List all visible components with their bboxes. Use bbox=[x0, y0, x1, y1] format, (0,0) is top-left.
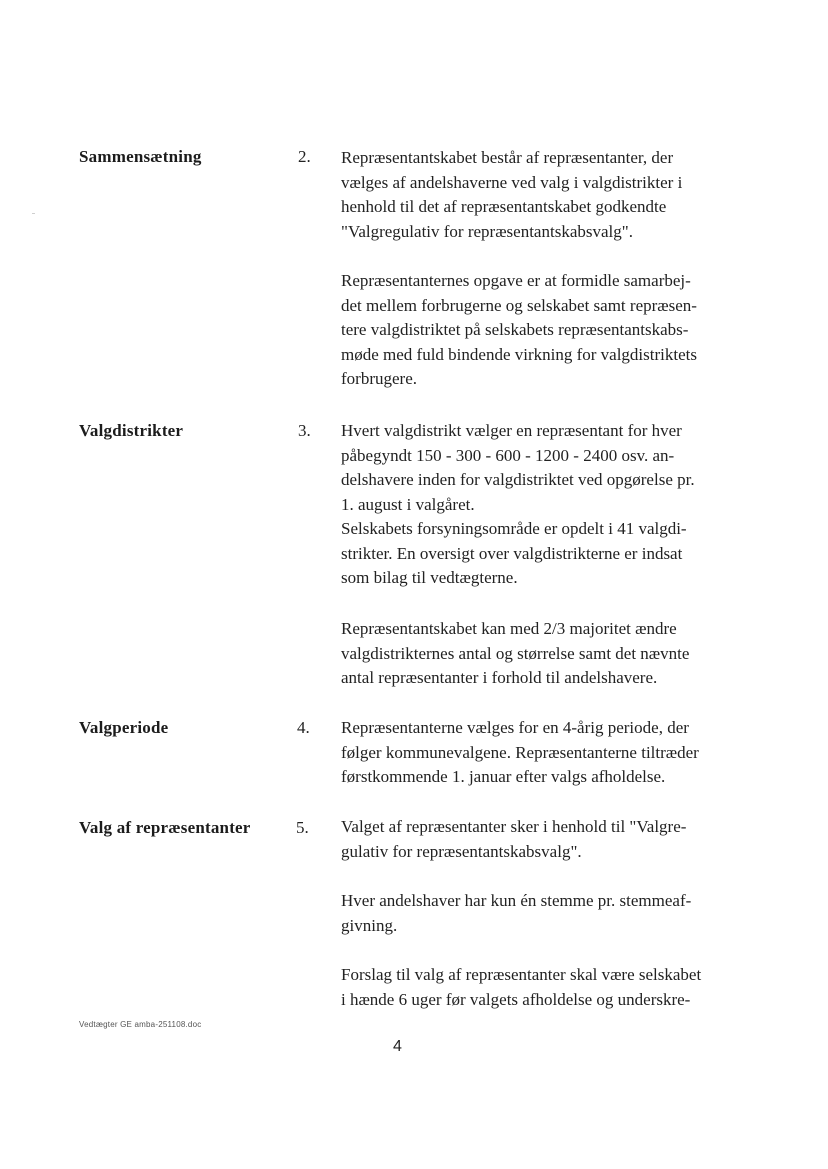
section-number: 3. bbox=[298, 421, 311, 440]
section-paragraph: Forslag til valg af repræsentanter skal være selskabet i hænde 6 uger før valgets afholdelse og underskre- bbox=[341, 965, 702, 1009]
footer-filename: Vedtægter GE amba-251108.doc bbox=[79, 1020, 202, 1029]
section-heading-valgperiode: Valgperiode bbox=[79, 718, 169, 737]
page-number: 4 bbox=[393, 1038, 402, 1055]
section-number: 2. bbox=[298, 147, 311, 166]
section-number: 4. bbox=[297, 718, 310, 737]
section-paragraph: Repræsentanternes opgave er at formidle samarbej- det mellem forbrugerne og selskabet samt repræsen- tere valgdistriktet på selskabets repræsentantskabs- møde med fuld bindende virkning for valgdistriktets forbrugere. bbox=[341, 271, 697, 388]
section-heading-valgdistrikter: Valgdistrikter bbox=[79, 421, 184, 440]
section-paragraph: Repræsentanterne vælges for en 4-årig periode, der følger kommunevalgene. Repræsentanterne tiltræder førstkommende 1. januar efter valgs afholdelse. bbox=[341, 718, 699, 786]
section-paragraph: Valget af repræsentanter sker i henhold til "Valgre- gulativ for repræsentantskabsvalg". bbox=[341, 817, 687, 861]
scan-speck bbox=[32, 213, 35, 214]
section-paragraph: Repræsentantskabet består af repræsentanter, der vælges af andelshaverne ved valg i valgdistrikter i henhold til det af repræsentantskabet godkendte "Valgregulativ for repræsentantskabsvalg". bbox=[341, 148, 683, 241]
section-heading-valg-af-repraesentanter: Valg af repræsentanter bbox=[79, 818, 251, 837]
section-paragraph: Hvert valgdistrikt vælger en repræsentant for hver påbegyndt 150 - 300 - 600 - 1200 - 2400 osv. an- delshavere inden for valgdistriktet ved opgørelse pr. 1. august i valgåret. Selskabets forsyningsområde er opdelt i 41 valgdi- strikter. En oversigt over valgdistrikterne er indsat som bilag til vedtægterne. bbox=[341, 421, 695, 587]
section-heading-sammensaetning: Sammensætning bbox=[79, 147, 202, 166]
section-number: 5. bbox=[296, 818, 309, 837]
section-paragraph: Repræsentantskabet kan med 2/3 majoritet ændre valgdistrikternes antal og størrelse samt det nævnte antal repræsentanter i forhold til andelshavere. bbox=[341, 619, 690, 687]
section-paragraph: Hver andelshaver har kun én stemme pr. stemmeaf- givning. bbox=[341, 891, 692, 935]
